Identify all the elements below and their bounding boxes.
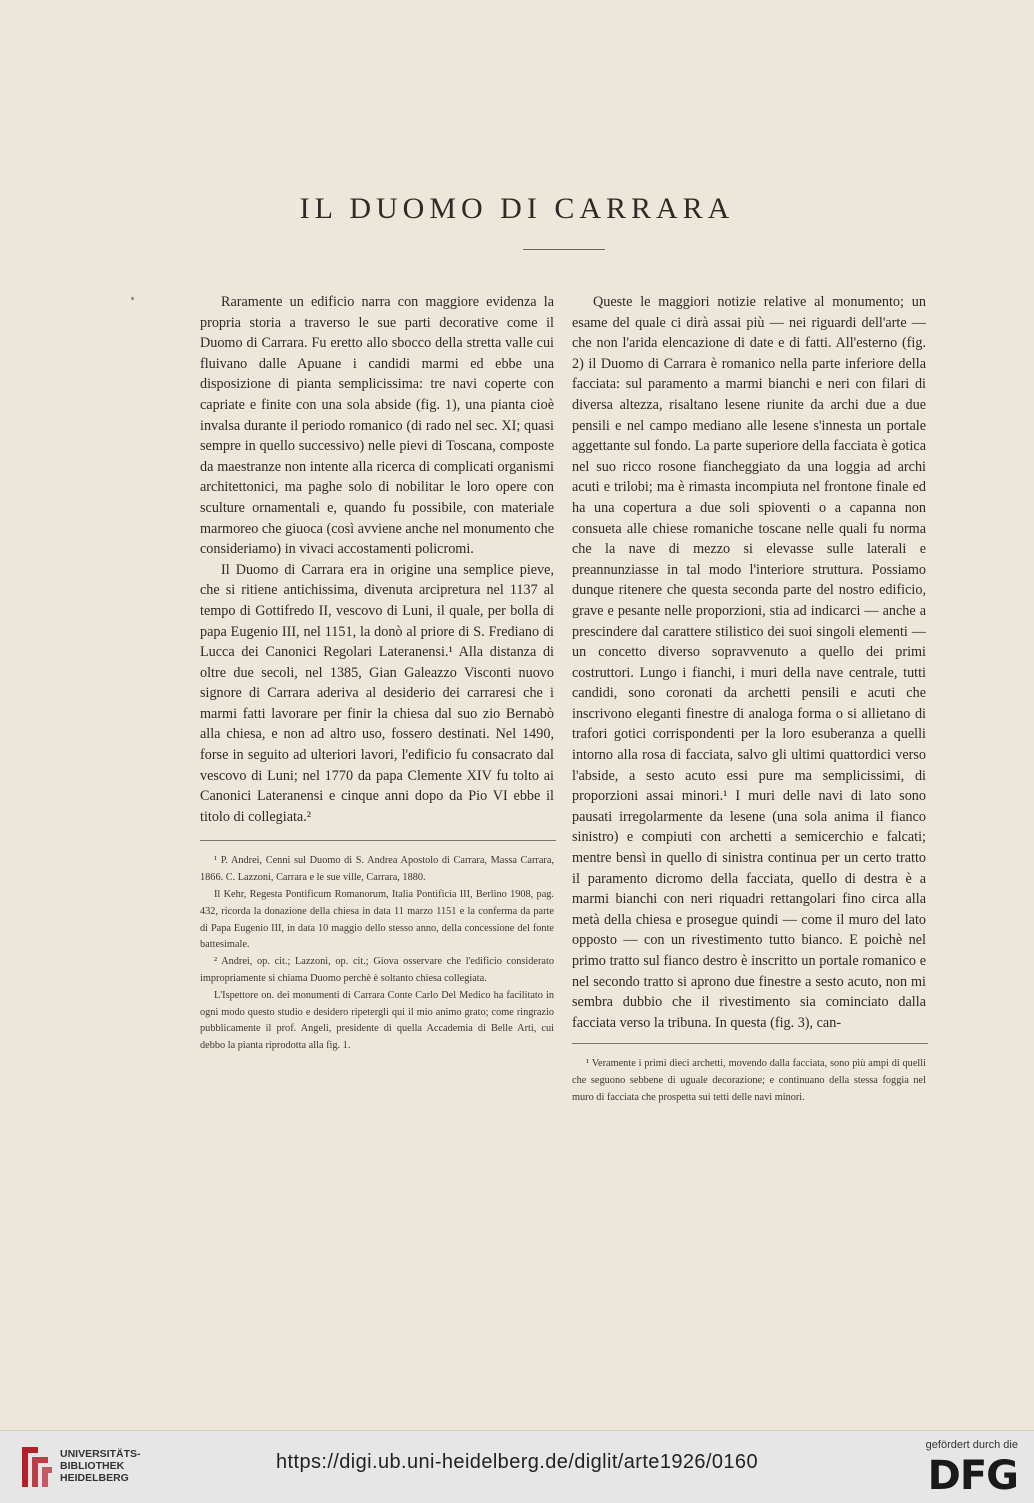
footnote: ¹ P. Andrei, Cenni sul Duomo di S. Andrea Apostolo di Carrara, Massa Carrara, 1866. C. Lazzoni, Carrara e le sue ville, Carrara, 1880. [200, 855, 554, 884]
title-divider [523, 249, 605, 250]
funded-by-label: gefördert durch die [925, 1439, 1018, 1451]
body-paragraph: Il Duomo di Carrara era in origine una semplice pieve, che si ritiene antichissima, divenuta arcipretura nel 1137 al tempo di Gottifredo II, vescovo di Luni, il quale, per bolla di papa Eugenio III, nel 1151, la donò al priore di S. Frediano di Lucca dei Canonici Regolari Lateranensi.¹ Alla distanza di oltre due secoli, nel 1385, Gian Galeazzo Visconti nuovo signore di Carrara aderiva al desiderio dei carraresi che i marmi fatti lavorare per finir la chiesa dal suo zio Bernabò alla chiesa, e non ad altro uso, fossero destinati. Nel 1490, forse in seguito ad ulteriori lavori, l'edificio fu consacrato dal vescovo di Luni; nel 1770 da papa Clemente XIV fu tolto ai Canonici Lateranensi e cinque anni dopo da Pio VI ebbe il titolo di collegiata.² [200, 561, 554, 825]
footnotes [572, 1056, 926, 1106]
footnote: ¹ Veramente i primi dieci archetti, movendo dalla facciata, sono più ampi di quelli che seguono sebbene di uguale decorazione; e continuano della stessa foggia nel muro di facciata che prospetta sui tetti delle navi minori. [572, 1058, 926, 1103]
footnote-divider [200, 840, 556, 841]
footnote: Il Kehr, Regesta Pontificum Romanorum, Italia Pontificia III, Berlino 1908, pag. 432, ricorda la donazione della chiesa in data 11 marzo 1151 e la conferma da parte di Papa Eugenio III, in data 10 maggio dello stesso anno, della concessione del fonte battesimale. [200, 889, 554, 951]
viewer-footer [0, 1430, 1034, 1503]
footnote: L'Ispettore on. dei monumenti di Carrara Conte Carlo Del Medico ha facilitato in ogni modo questo studio e desidero ripetergli qui il mio animo grato; come ringrazio pubblicamente il prof. Angeli, presidente di quella Accademia di Belle Arti, cui debbo la pianta riprodotta alla fig. 1. [200, 989, 554, 1052]
scan-speck [131, 297, 134, 300]
footnote: ² Andrei, op. cit.; Lazzoni, op. cit.; Giova osservare che l'edificio considerato impropriamente si chiama Duomo perchè è soltanto chiesa collegiata. [200, 956, 554, 985]
page-title: IL DUOMO DI CARRARA [299, 192, 735, 225]
right-column [572, 292, 926, 1107]
left-column [200, 292, 554, 1055]
permalink[interactable]: https://digi.ub.uni-heidelberg.de/diglit/arte1926/0160 [276, 1451, 758, 1473]
funder-logo: DFG [927, 1453, 1018, 1499]
body-paragraph: Raramente un edificio narra con maggiore evidenza la propria storia a traverso le sue parti decorative come il Duomo di Carrara. Fu eretto allo sbocco della stretta valle cui fluivano dalle Apuane i candidi marmi ed ebbe una disposizione di pianta semplicissima: tre navi coperte con capriate e finite con una sola abside (fig. 1), una pianta cioè invalsa durante il periodo romanico (di rado nel sec. XI; quasi sempre in quello successivo) nelle pievi di Toscana, composte da maestranze non intente alla ricerca di complicati organismi architettonici, ma paghe solo di nobilitar le loro opere con sculture ornamentali e, quando fu possibile, con materiale marmoreo che giuoca (così avviene anche nel monumento che consideriamo) in vivaci accostamenti policromi. [200, 294, 554, 558]
body-paragraph: Queste le maggiori notizie relative al monumento; un esame del quale ci dirà assai più — nei riguardi dell'arte — che non l'arida elencazione di date e di fatti. All'esterno (fig. 2) il Duomo di Carrara è romanico nella parte inferiore della facciata: sul paramento a marmi bianchi e neri con filari di diversa altezza, risaltano lesene riunite da archi due a due pensili e nel campo mediano alle lesene s'innesta un portale aggettante sul fondo. La parte superiore della facciata è gotica nel suo ricco rosone fiancheggiato da una loggia ad archi acuti e trilobi; ma è rimasta incompiuta nel frontone finale ed ha una copertura a due soli spioventi o a capanna non consueta alle chiese romaniche toscane nelle quali fu norma che la nave di mezzo si elevasse sulle laterali e preannunziasse in tal modo l'interiore struttura. Possiamo dunque ritenere che questa seconda parte del nostro edificio, grave e pesante nelle proporzioni, stia ad indicarci — anche a prescindere dal carattere stilistico dei suoi singoli elementi — un concetto diverso sopravvenuto a quello dei primi costruttori. Lungo i fianchi, i muri della nave centrale, tutti candidi, sono coronati da archetti pensili e acuti che inscrivono eleganti finestre di analoga forma o si allietano di trafori gotici corrispondenti per la loro esuberanza a quelli intorno alla rosa di facciata, salvo gli ultimi quattordici verso l'abside, a sesto acuto essi pure ma semplicissimi, di proporzioni assai minori.¹ I muri delle navi di lato sono pausati irregolarmente da lesene (una sola anima il fianco sinistro) e compiuti con archetti a semicerchio e falcati; mentre bensì in quello di sinistra continua per un certo tratto il paramento dicromo della facciata, quello di destra è a marmi bianchi con neri riquadri rettangolari fino circa alla metà della chiesa e prosegue quindi — come il muro del lato opposto — con un rivestimento tutto bianco. E poichè nel primo tratto sul fianco destro è inscritto un portale romanico e nel secondo tratto si aprono due finestre a sesto acuto, non mi sembra dubbio che il rivestimento sia cominciato dalla facciata verso la tribuna. In questa (fig. 3), can- [572, 294, 926, 1031]
footnote-divider [572, 1043, 928, 1044]
footnotes [200, 853, 554, 1055]
library-name: UNIVERSITÄTS- BIBLIOTHEK HEIDELBERG [60, 1448, 141, 1484]
